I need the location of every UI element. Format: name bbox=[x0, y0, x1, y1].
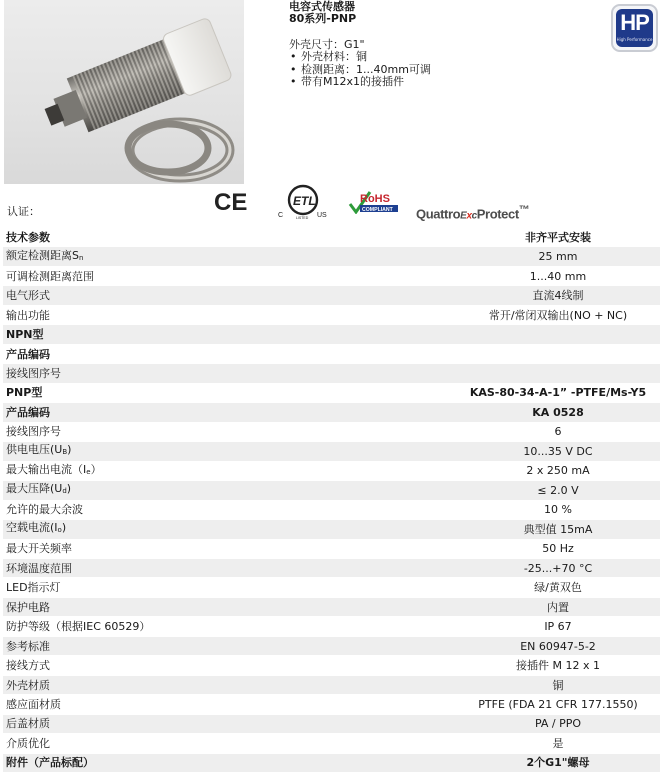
spec-value: 非齐平式安装 bbox=[525, 230, 591, 244]
ce-mark-text: CE bbox=[214, 189, 248, 214]
spec-row bbox=[3, 403, 660, 422]
quattro-x-text: x bbox=[466, 210, 472, 222]
spec-row bbox=[3, 617, 660, 636]
quattro-c-text: c bbox=[471, 210, 477, 222]
spec-row bbox=[3, 559, 660, 578]
spec-label-text: 防护等级（根据IEC 60529） bbox=[6, 620, 151, 634]
spec-value: 直流4线制 bbox=[532, 289, 584, 303]
spec-value: 常开/常闭双输出(NO + NC) bbox=[488, 308, 628, 322]
spec-label-text: 允许的最大余波 bbox=[6, 503, 83, 517]
spec-value: PA / PPO bbox=[534, 717, 582, 731]
spec-row bbox=[3, 247, 660, 266]
spec-label bbox=[3, 309, 383, 322]
spec-value: 10...35 V DC bbox=[523, 444, 593, 458]
spec-value: 10 % bbox=[544, 503, 572, 517]
spec-row bbox=[3, 442, 660, 461]
spec-value: 内置 bbox=[547, 600, 569, 614]
product-series: 80系列-PNP bbox=[289, 12, 357, 25]
feature-list bbox=[289, 51, 431, 89]
spec-label-text: 产品编码 bbox=[6, 405, 50, 419]
spec-label-text: 接线图序号 bbox=[6, 367, 61, 381]
spec-label bbox=[3, 640, 383, 653]
trademark-symbol: ™ bbox=[518, 204, 530, 216]
spec-label-text: 最大输出电流（I bbox=[6, 462, 87, 476]
spec-label bbox=[3, 601, 383, 614]
spec-label-text: 接线方式 bbox=[6, 659, 50, 673]
spec-label bbox=[3, 367, 383, 380]
spec-label-text: 产品编码 bbox=[6, 347, 50, 361]
quattro-protect-logo bbox=[416, 204, 529, 221]
spec-label bbox=[3, 562, 383, 575]
high-performance-badge bbox=[611, 4, 658, 52]
spec-label-text: 外壳材质 bbox=[6, 678, 50, 692]
spec-value: 50 Hz bbox=[542, 542, 574, 556]
spec-value: 25 mm bbox=[538, 250, 578, 264]
spec-value: 2个G1"螺母 bbox=[526, 756, 590, 770]
spec-label-text: 最大压降(U bbox=[6, 482, 63, 496]
spec-row bbox=[3, 462, 660, 481]
spec-label-subscript: d bbox=[62, 487, 67, 496]
feature-item: • 带有M12x1的接插件 bbox=[289, 76, 431, 89]
spec-label bbox=[3, 503, 383, 516]
badge-main-text: HP bbox=[620, 10, 649, 35]
spec-label-text: 后盖材质 bbox=[6, 717, 50, 731]
spec-label-text: 保护电路 bbox=[6, 600, 50, 614]
rohs-compliant-text: COMPLIANT bbox=[362, 207, 393, 213]
spec-label bbox=[3, 659, 383, 672]
spec-label bbox=[3, 463, 383, 479]
spec-label-text: 额定检测距离S bbox=[6, 248, 79, 262]
spec-label-subscript: o bbox=[57, 526, 62, 535]
badge-small-text: High Performance bbox=[616, 37, 653, 42]
spec-label-text: 介质优化 bbox=[6, 736, 50, 750]
spec-label bbox=[3, 406, 383, 419]
etl-listed-text: LISTED bbox=[296, 216, 309, 220]
spec-label bbox=[3, 620, 383, 633]
etl-listed-logo bbox=[277, 181, 329, 221]
spec-label bbox=[3, 425, 383, 438]
etl-text: ETL bbox=[293, 194, 316, 208]
spec-label-subscript: B bbox=[62, 448, 68, 457]
spec-value: 1...40 mm bbox=[529, 269, 587, 283]
spec-label bbox=[3, 249, 383, 265]
spec-value: 2 x 250 mA bbox=[526, 464, 590, 478]
feature-item: • 外壳材料：铜 bbox=[289, 51, 431, 64]
spec-label bbox=[3, 482, 383, 498]
spec-row bbox=[3, 423, 660, 442]
spec-label-suffix: ) bbox=[67, 443, 72, 457]
etl-c-text: C bbox=[278, 212, 284, 219]
spec-row bbox=[3, 325, 660, 344]
spec-row bbox=[3, 715, 660, 734]
spec-label-subscript: n bbox=[78, 253, 84, 262]
spec-row bbox=[3, 384, 660, 403]
spec-label bbox=[3, 581, 383, 594]
spec-value: ≤ 2.0 V bbox=[537, 483, 579, 497]
spec-row bbox=[3, 578, 660, 597]
spec-label-text: 参考标准 bbox=[6, 639, 50, 653]
spec-label-suffix: ) bbox=[66, 482, 72, 496]
spec-label bbox=[3, 348, 383, 361]
spec-value: 是 bbox=[552, 736, 564, 750]
spec-label-text: 接线图序号 bbox=[6, 425, 61, 439]
spec-value: 典型值 15mA bbox=[523, 522, 593, 536]
spec-row bbox=[3, 501, 660, 520]
spec-label-text: 电气形式 bbox=[6, 289, 50, 303]
spec-label bbox=[3, 521, 383, 537]
spec-label bbox=[3, 328, 383, 341]
housing-size: 外壳尺寸：G1" bbox=[289, 38, 365, 51]
spec-label bbox=[3, 542, 383, 555]
spec-value: IP 67 bbox=[544, 620, 572, 634]
quattro-e-text: E bbox=[460, 210, 467, 222]
spec-row bbox=[3, 345, 660, 364]
spec-label-suffix: ） bbox=[90, 462, 102, 476]
spec-label-subscript: e bbox=[86, 467, 91, 476]
spec-row bbox=[3, 286, 660, 305]
spec-label bbox=[3, 698, 383, 711]
spec-row bbox=[3, 734, 660, 753]
spec-label-text: 可调检测距离范围 bbox=[6, 269, 94, 283]
spec-row bbox=[3, 676, 660, 695]
spec-label-suffix: ) bbox=[61, 521, 67, 535]
spec-row bbox=[3, 598, 660, 617]
spec-label bbox=[3, 737, 383, 750]
spec-value: EN 60947-5-2 bbox=[520, 639, 596, 653]
spec-row bbox=[3, 228, 660, 247]
spec-row bbox=[3, 267, 660, 286]
rohs-text: RoHS bbox=[360, 193, 390, 205]
ce-mark-logo bbox=[212, 188, 248, 214]
spec-label-text: LED指示灯 bbox=[6, 581, 61, 595]
spec-row bbox=[3, 520, 660, 539]
product-title: 电容式传感器 bbox=[289, 0, 355, 13]
spec-label bbox=[3, 717, 383, 730]
spec-value: 绿/黄双色 bbox=[534, 581, 582, 595]
spec-label-text: 最大开关频率 bbox=[6, 542, 72, 556]
etl-us-text: US bbox=[317, 212, 327, 219]
spec-row bbox=[3, 637, 660, 656]
spec-row bbox=[3, 540, 660, 559]
spec-label-text: 空载电流(I bbox=[6, 521, 58, 535]
spec-value: 6 bbox=[554, 425, 562, 439]
spec-value: KA 0528 bbox=[532, 405, 584, 419]
sensor-illustration bbox=[4, 0, 244, 184]
spec-label bbox=[3, 679, 383, 692]
spec-label bbox=[3, 289, 383, 302]
certification-label: 认证： bbox=[7, 205, 40, 218]
spec-label-text: PNP型 bbox=[6, 386, 43, 400]
spec-value: 铜 bbox=[552, 678, 564, 692]
spec-label-text: 供电电压(U bbox=[6, 443, 63, 457]
spec-label bbox=[3, 756, 383, 769]
spec-label bbox=[3, 443, 383, 459]
specification-table bbox=[3, 228, 660, 773]
quattro-text-b: Protect bbox=[476, 206, 519, 222]
spec-label bbox=[3, 386, 383, 399]
feature-item: • 检测距离：1...40mm可调 bbox=[289, 64, 431, 77]
rohs-logo bbox=[348, 190, 400, 214]
spec-row bbox=[3, 656, 660, 675]
spec-label-text: NPN型 bbox=[6, 328, 44, 342]
spec-row bbox=[3, 754, 660, 773]
product-photo bbox=[4, 0, 244, 184]
spec-value: -25...+70 °C bbox=[523, 561, 593, 575]
spec-label-text: 技术参数 bbox=[6, 230, 50, 244]
spec-value: 接插件 M 12 x 1 bbox=[516, 659, 600, 673]
spec-value: PTFE (FDA 21 CFR 177.1550) bbox=[478, 697, 638, 711]
spec-label-text: 附件（产品标配） bbox=[6, 756, 94, 770]
spec-row bbox=[3, 481, 660, 500]
spec-label bbox=[3, 231, 383, 244]
spec-label-text: 环境温度范围 bbox=[6, 561, 72, 575]
spec-value: KAS-80-34-A-1” -PTFE/Ms-Y5 bbox=[469, 386, 647, 400]
spec-label-text: 感应面材质 bbox=[6, 697, 61, 711]
spec-label bbox=[3, 270, 383, 283]
spec-row bbox=[3, 306, 660, 325]
spec-row bbox=[3, 695, 660, 714]
spec-label-text: 输出功能 bbox=[6, 308, 50, 322]
spec-row bbox=[3, 364, 660, 383]
quattro-text-a: Quattro bbox=[416, 206, 461, 222]
